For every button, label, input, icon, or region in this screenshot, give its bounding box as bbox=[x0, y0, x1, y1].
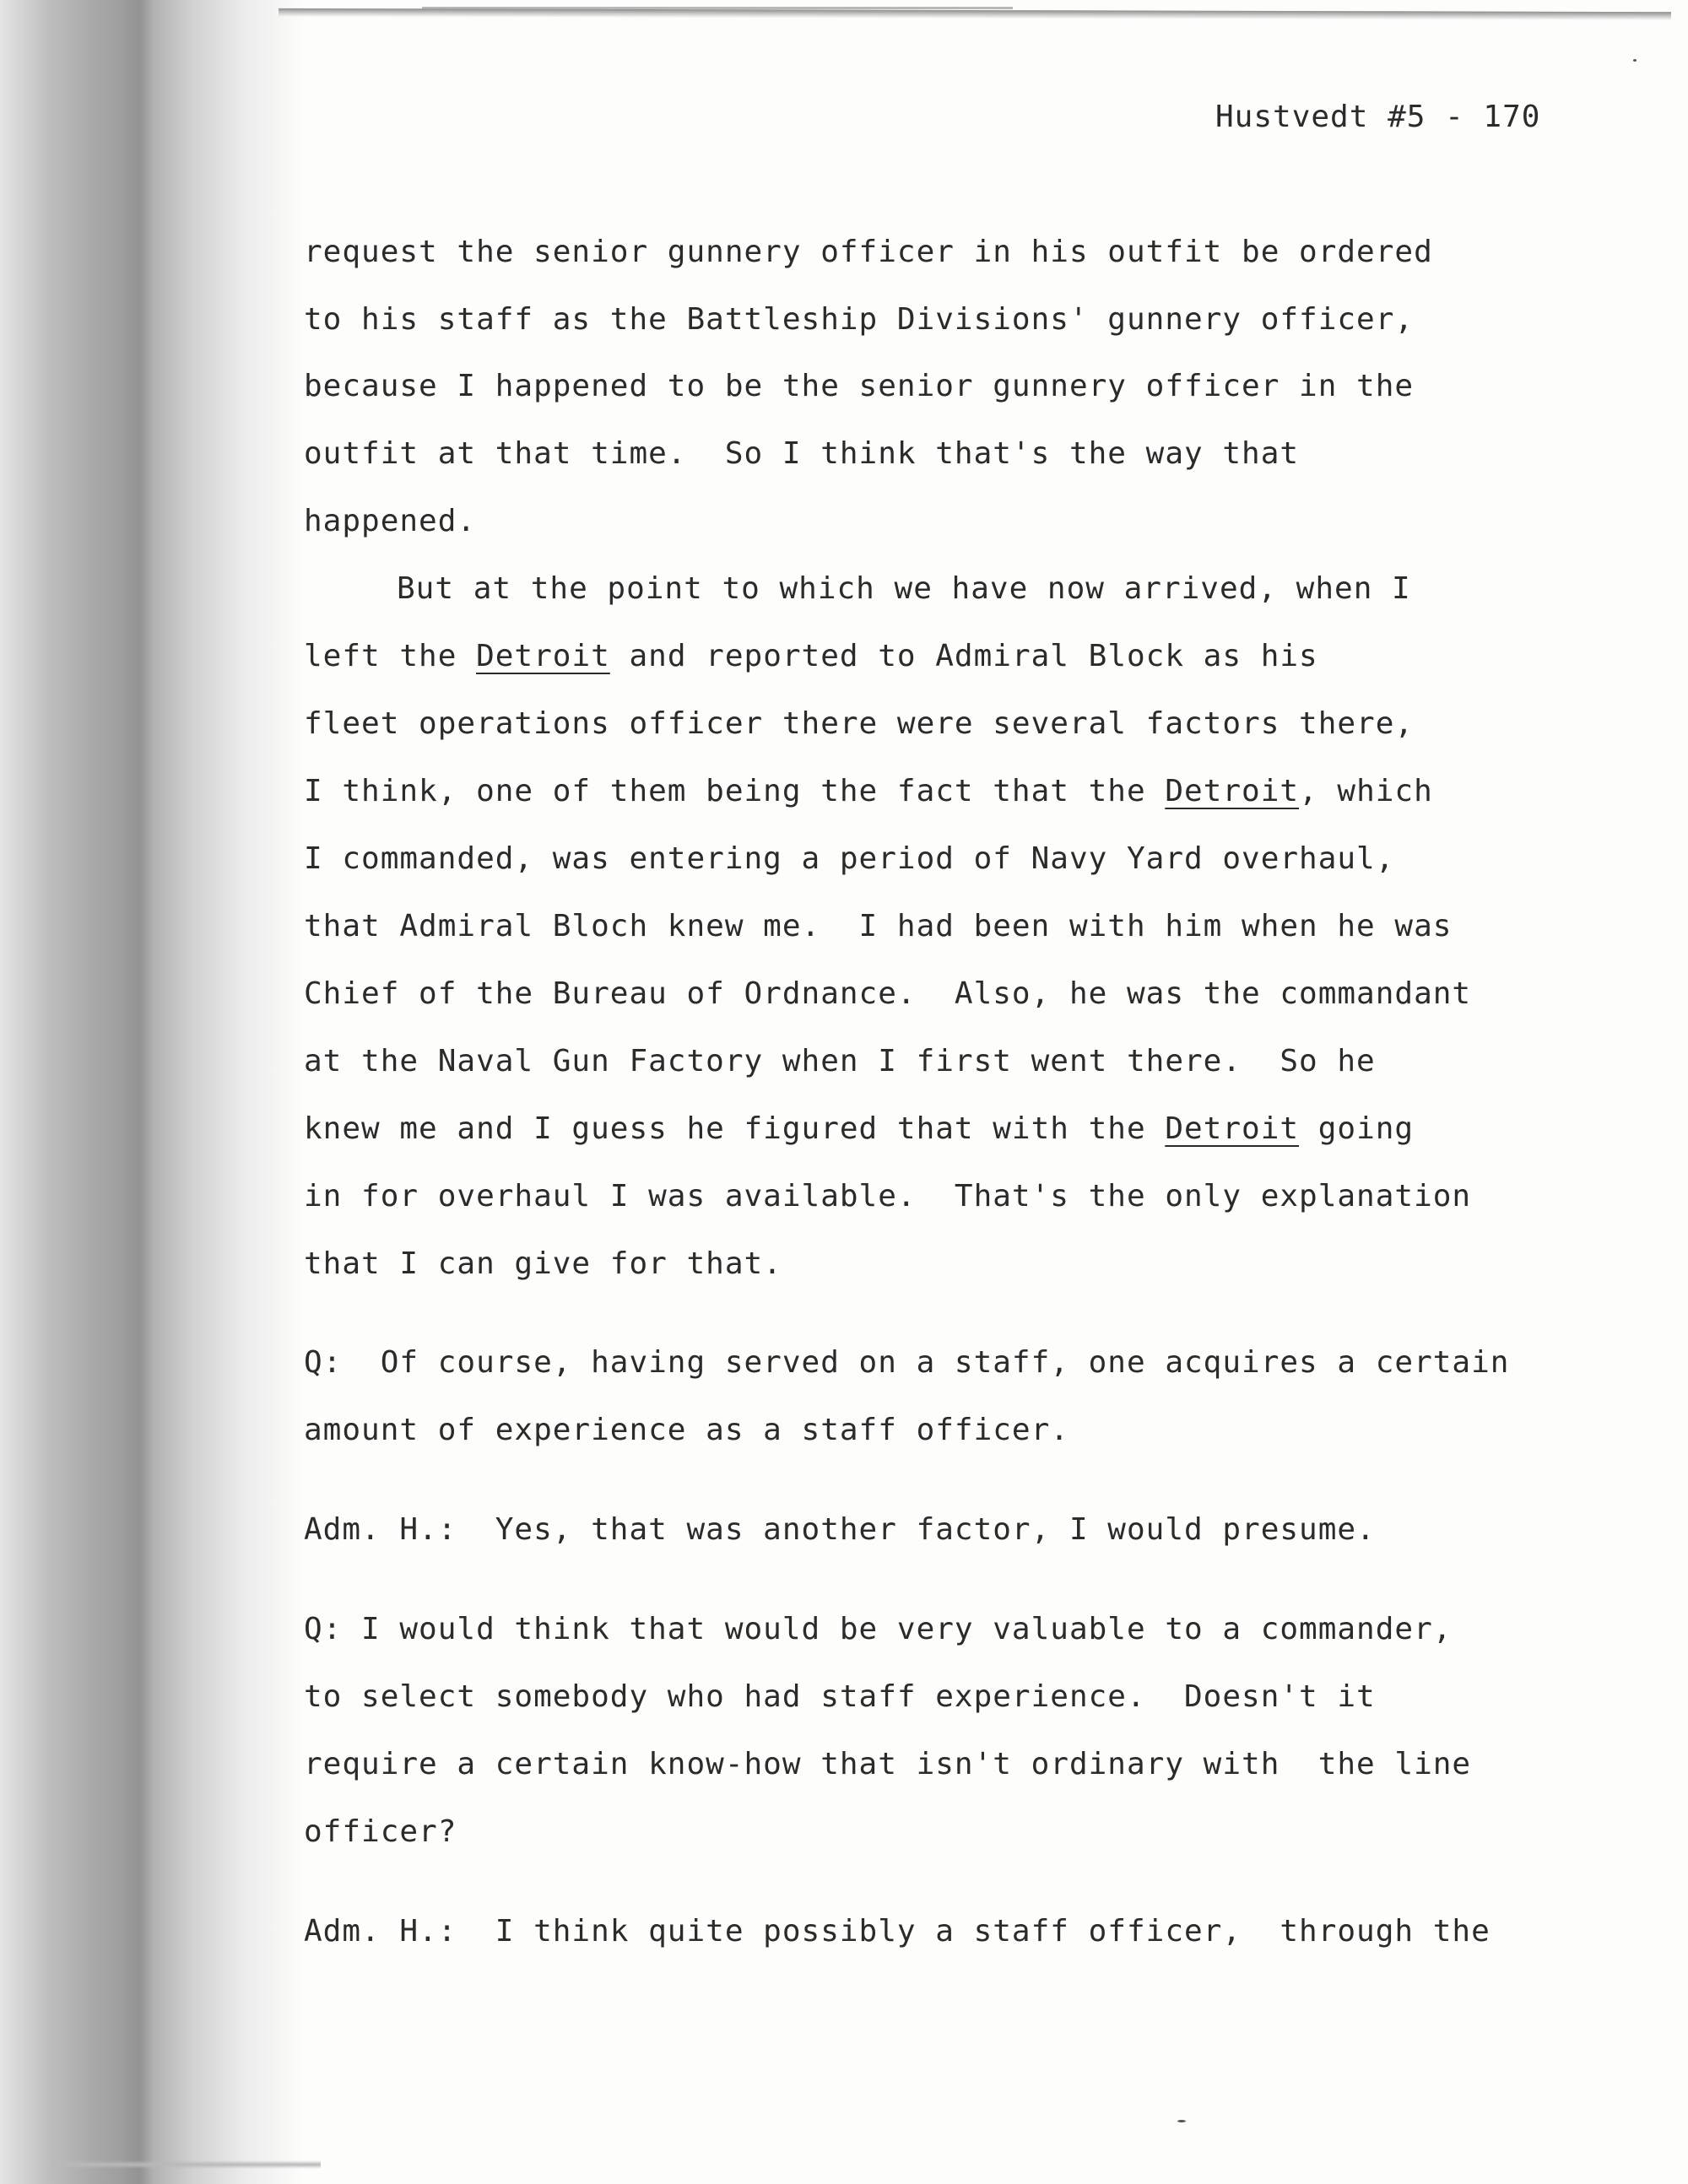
text-line: that I can give for that. bbox=[304, 1246, 782, 1281]
question-line: Q: Of course, having served on a staff, one acquires a certain bbox=[304, 1345, 1510, 1380]
text-line: left the Detroit and reported to Admiral Block as his bbox=[304, 639, 1318, 673]
text-line: at the Naval Gun Factory when I first went there. So he bbox=[304, 1044, 1376, 1078]
text-line: that Admiral Bloch knew me. I had been with him when he was bbox=[304, 909, 1453, 943]
scan-speck bbox=[1633, 59, 1637, 62]
text-line: fleet operations officer there were several factors there, bbox=[304, 706, 1415, 741]
question-line: officer? bbox=[304, 1814, 457, 1849]
ship-name-detroit: Detroit bbox=[1165, 1111, 1300, 1146]
ship-name-detroit: Detroit bbox=[476, 639, 610, 673]
text-line: But at the point to which we have now arrived, when I bbox=[397, 571, 1411, 606]
text-line: outfit at that time. So I think that's the way that bbox=[304, 436, 1300, 471]
page-top-edge-line bbox=[422, 7, 1013, 9]
page-header: Hustvedt #5 - 170 bbox=[1215, 100, 1541, 134]
question-line: to select somebody who had staff experience. Doesn't it bbox=[304, 1679, 1376, 1714]
answer-line: Adm. H.: I think quite possibly a staff officer, through the bbox=[304, 1914, 1491, 1949]
page-top-edge bbox=[279, 8, 1671, 20]
answer-line: Adm. H.: Yes, that was another factor, I would presume. bbox=[304, 1512, 1376, 1547]
text-line: because I happened to be the senior gunnery officer in the bbox=[304, 369, 1415, 403]
question-line: amount of experience as a staff officer. bbox=[304, 1413, 1069, 1447]
text-line: in for overhaul I was available. That's the only explanation bbox=[304, 1179, 1472, 1214]
question-line: require a certain know-how that isn't ordinary with the line bbox=[304, 1747, 1472, 1781]
text-line: Chief of the Bureau of Ordnance. Also, he was the commandant bbox=[304, 976, 1472, 1011]
page-bottom-edge bbox=[51, 2160, 321, 2169]
text-line: happened. bbox=[304, 504, 477, 538]
text-line: I commanded, was entering a period of Navy Yard overhaul, bbox=[304, 841, 1395, 876]
gutter-crease bbox=[125, 0, 154, 2184]
text-line: to his staff as the Battleship Divisions' gunnery officer, bbox=[304, 302, 1415, 337]
text-line: knew me and I guess he figured that with the Detroit going bbox=[304, 1111, 1415, 1146]
text-line: request the senior gunnery officer in his outfit be ordered bbox=[304, 235, 1433, 269]
scan-speck bbox=[1177, 2120, 1186, 2122]
question-line: Q: I would think that would be very valuable to a commander, bbox=[304, 1612, 1453, 1646]
ship-name-detroit: Detroit bbox=[1165, 774, 1300, 808]
text-line: I think, one of them being the fact that the Detroit, which bbox=[304, 774, 1433, 808]
